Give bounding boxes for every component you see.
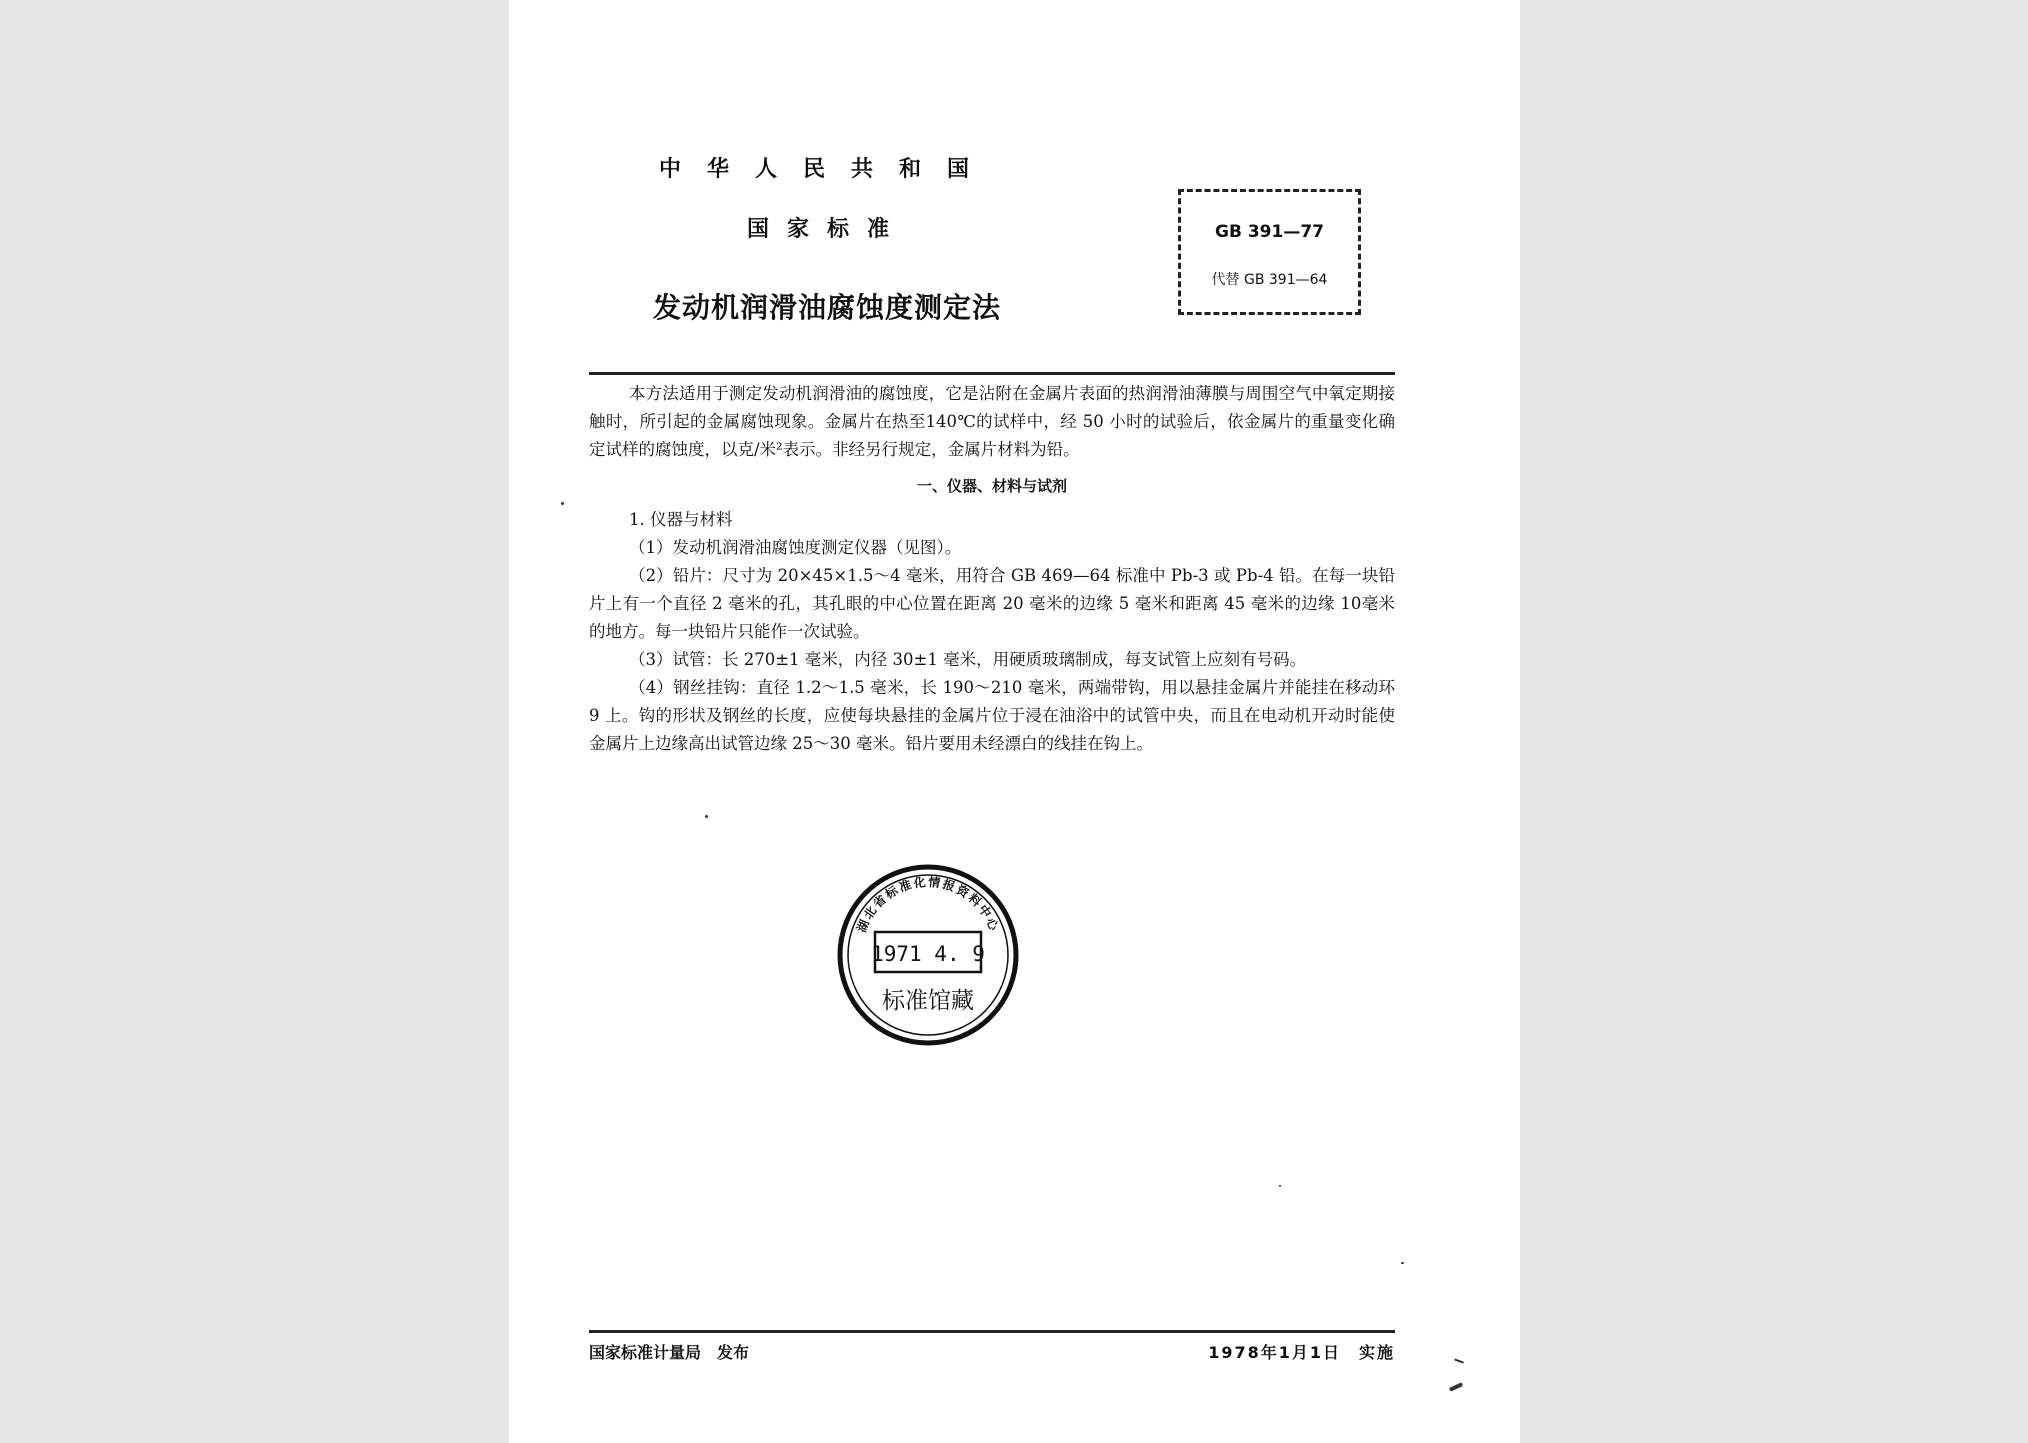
publisher-line: 国家标准计量局 发布 — [589, 1343, 750, 1362]
scan-speck — [705, 815, 708, 818]
effective-date-line: 1978年1月1日 实施 — [1208, 1343, 1395, 1362]
national-standard-label: 国家标准 — [746, 217, 907, 242]
scan-speck — [1401, 1262, 1404, 1264]
stamp-date: 1971 4. 9 — [871, 942, 985, 966]
stamp-label: 标准馆藏 — [882, 988, 974, 1014]
list-item: （4）钢丝挂钩：直径 1.2～1.5 毫米，长 190～210 毫米，两端带钩，用以悬挂金属片并能挂在移动环 9 上。钩的形状及钢丝的长度，应使每块悬挂的金属片位于浸在油浴中的试管中央，而且在电动机开动时能使金属片上边缘高出试管边缘 25～30 毫米。铅片要用未经漂白的线挂在钩上。 — [589, 678, 1395, 753]
list-item: （1）发动机润滑油腐蚀度测定仪器（见图）。 — [629, 538, 962, 557]
footer-divider — [589, 1330, 1395, 1333]
library-stamp — [835, 862, 1021, 1048]
document-page — [509, 0, 1520, 1443]
scan-speck — [1279, 1185, 1281, 1187]
scan-speck — [561, 502, 564, 505]
subsection-heading: 1. 仪器与材料 — [629, 510, 733, 529]
list-item: （3）试管：长 270±1 毫米，内径 30±1 毫米，用硬质玻璃制成，每支试管上应刻有号码。 — [629, 650, 1307, 669]
document-title: 发动机润滑油腐蚀度测定法 — [652, 291, 1001, 324]
scan-speck — [1449, 1382, 1463, 1392]
standard-replaces: 代替 GB 391—64 — [1211, 272, 1328, 288]
section-heading: 一、仪器、材料与试剂 — [916, 477, 1067, 495]
intro-paragraph: 本方法适用于测定发动机润滑油的腐蚀度，它是沾附在金属片表面的热润滑油薄膜与周围空气中氧定期接触时，所引起的金属腐蚀现象。金属片在热至140℃的试样中，经 50 小时的试验后，依金属片的重量变化确定试样的腐蚀度，以克/米²表示。非经另行规定，金属片材料为铅。 — [589, 384, 1395, 459]
stamp-org-text: 湖北省标准化情报资料中心 — [854, 875, 1002, 935]
document-body — [589, 380, 1395, 758]
header-divider — [589, 372, 1395, 375]
standard-number-box — [1178, 189, 1361, 315]
scan-speck — [1454, 1358, 1464, 1363]
list-item: （2）铅片：尺寸为 20×45×1.5～4 毫米，用符合 GB 469—64 标准中 Pb-3 或 Pb-4 铅。在每一块铅片上有一个直径 2 毫米的孔，其孔眼的中心位置在距离 20 毫米的边缘 5 毫米和距离 45 毫米的边缘 10毫米的地方。每一块铅片只能作一次试验。 — [589, 566, 1395, 641]
country-name: 中华人民共和国 — [658, 157, 995, 182]
standard-code: GB 391—77 — [1215, 222, 1324, 242]
